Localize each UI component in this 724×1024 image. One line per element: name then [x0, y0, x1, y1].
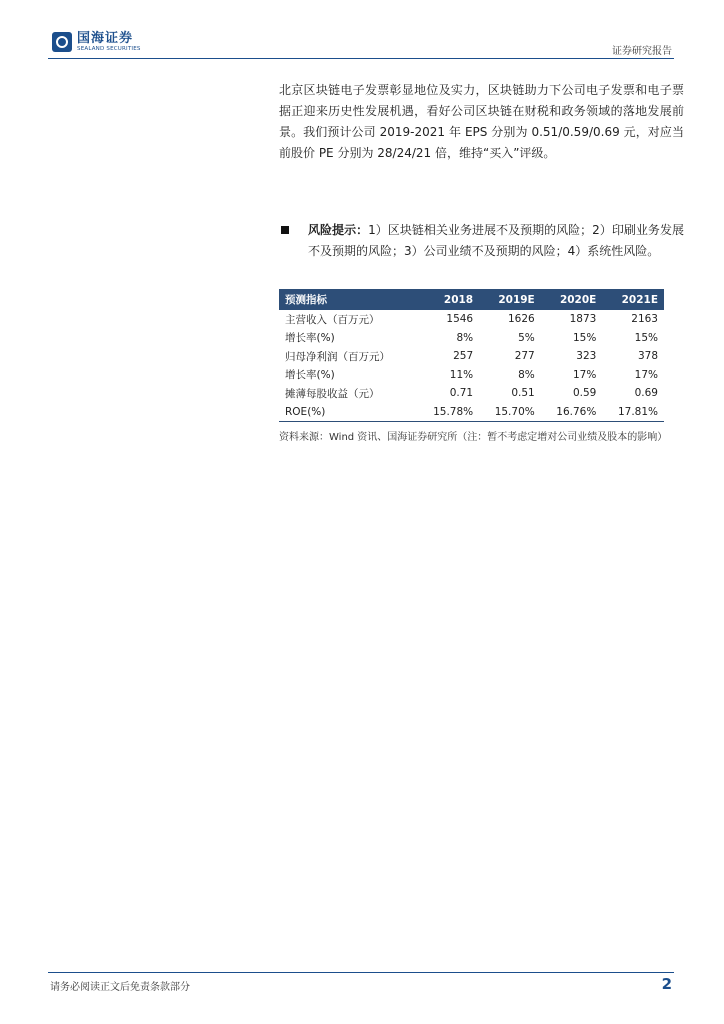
table-cell: 0.51 — [511, 387, 535, 400]
table-header-cell: 2021E — [602, 289, 664, 310]
page-number: 2 — [661, 975, 672, 993]
table-cell: 1546 — [446, 313, 474, 326]
table-header-cell: 2019E — [479, 289, 541, 310]
summary-paragraph: 北京区块链电子发票彰显地位及实力，区块链助力下公司电子发票和电子票据正迎来历史性发展机遇，看好公司区块链在财税和政务领域的落地发展前景。我们预计公司 2019-2021 年 EPS 分别为 0.51/0.59/0.69 元，对应当前股价 PE 分别为 28/24/21 倍，维持“买入”评级。 — [279, 83, 684, 160]
table-cell: 摊薄每股收益（元） — [285, 387, 380, 400]
table-cell: 0.69 — [634, 387, 658, 400]
company-logo — [52, 32, 141, 53]
table-cell: 1626 — [508, 313, 535, 326]
table-row — [279, 310, 664, 329]
footer-disclaimer: 请务必阅读正文后免责条款部分 — [50, 982, 190, 993]
table-cell: 277 — [514, 350, 535, 363]
table-cell: 257 — [453, 350, 474, 363]
header-divider — [48, 58, 674, 59]
table-header-cell: 预测指标 — [279, 289, 418, 310]
table-header-cell: 2020E — [541, 289, 603, 310]
risk-text: 1）区块链相关业务进展不及预期的风险；2）印刷业务发展不及预期的风险；3）公司业绩不及预期的风险；4）系统性风险。 — [308, 223, 684, 258]
logo-name-cn: 国海证券 — [77, 31, 134, 46]
table-cell: 8% — [518, 368, 535, 381]
logo-icon — [52, 32, 72, 52]
risk-text-block — [308, 220, 684, 262]
table-header-row — [279, 289, 664, 310]
table-cell: 15.78% — [418, 403, 480, 422]
table-cell: ROE(%) — [279, 403, 418, 422]
logo-name-en: SEALAND SECURITIES — [77, 46, 141, 52]
table-cell: 0.59 — [572, 387, 597, 400]
table-cell: 17% — [634, 368, 658, 381]
table-cell: 15% — [573, 331, 597, 344]
forecast-table — [279, 289, 664, 422]
table-row — [279, 384, 664, 403]
table-cell: 15.70% — [479, 403, 541, 422]
table-row — [279, 403, 664, 422]
table-cell: 2163 — [631, 313, 658, 326]
table-row — [279, 329, 664, 348]
footer-divider — [48, 972, 674, 973]
table-header-cell: 2018 — [418, 289, 480, 310]
table-cell: 17.81% — [602, 403, 664, 422]
table-cell: 归母净利润（百万元） — [285, 350, 390, 363]
table-cell: 增长率(%) — [285, 332, 335, 345]
table-cell: 1873 — [569, 313, 597, 326]
risk-label: 风险提示： — [308, 223, 369, 237]
table-cell: 378 — [637, 350, 658, 363]
table-cell: 11% — [449, 368, 474, 381]
table-cell: 16.76% — [541, 403, 603, 422]
table-cell: 323 — [576, 350, 597, 363]
table-row — [279, 347, 664, 366]
bullet-square-icon — [281, 226, 289, 234]
page-header — [48, 30, 674, 60]
table-cell: 0.71 — [449, 387, 474, 400]
table-cell: 17% — [573, 368, 597, 381]
table-cell: 增长率(%) — [285, 369, 335, 382]
table-cell: 5% — [518, 331, 535, 344]
table-cell: 主营收入（百万元） — [285, 313, 380, 326]
report-type: 证券研究报告 — [612, 46, 672, 57]
table-cell: 15% — [634, 331, 658, 344]
table-row — [279, 366, 664, 385]
table-cell: 8% — [456, 331, 474, 344]
table-source-note: 资料来源：Wind 资讯、国海证券研究所（注：暂不考虑定增对公司业绩及股本的影响） — [279, 432, 668, 443]
